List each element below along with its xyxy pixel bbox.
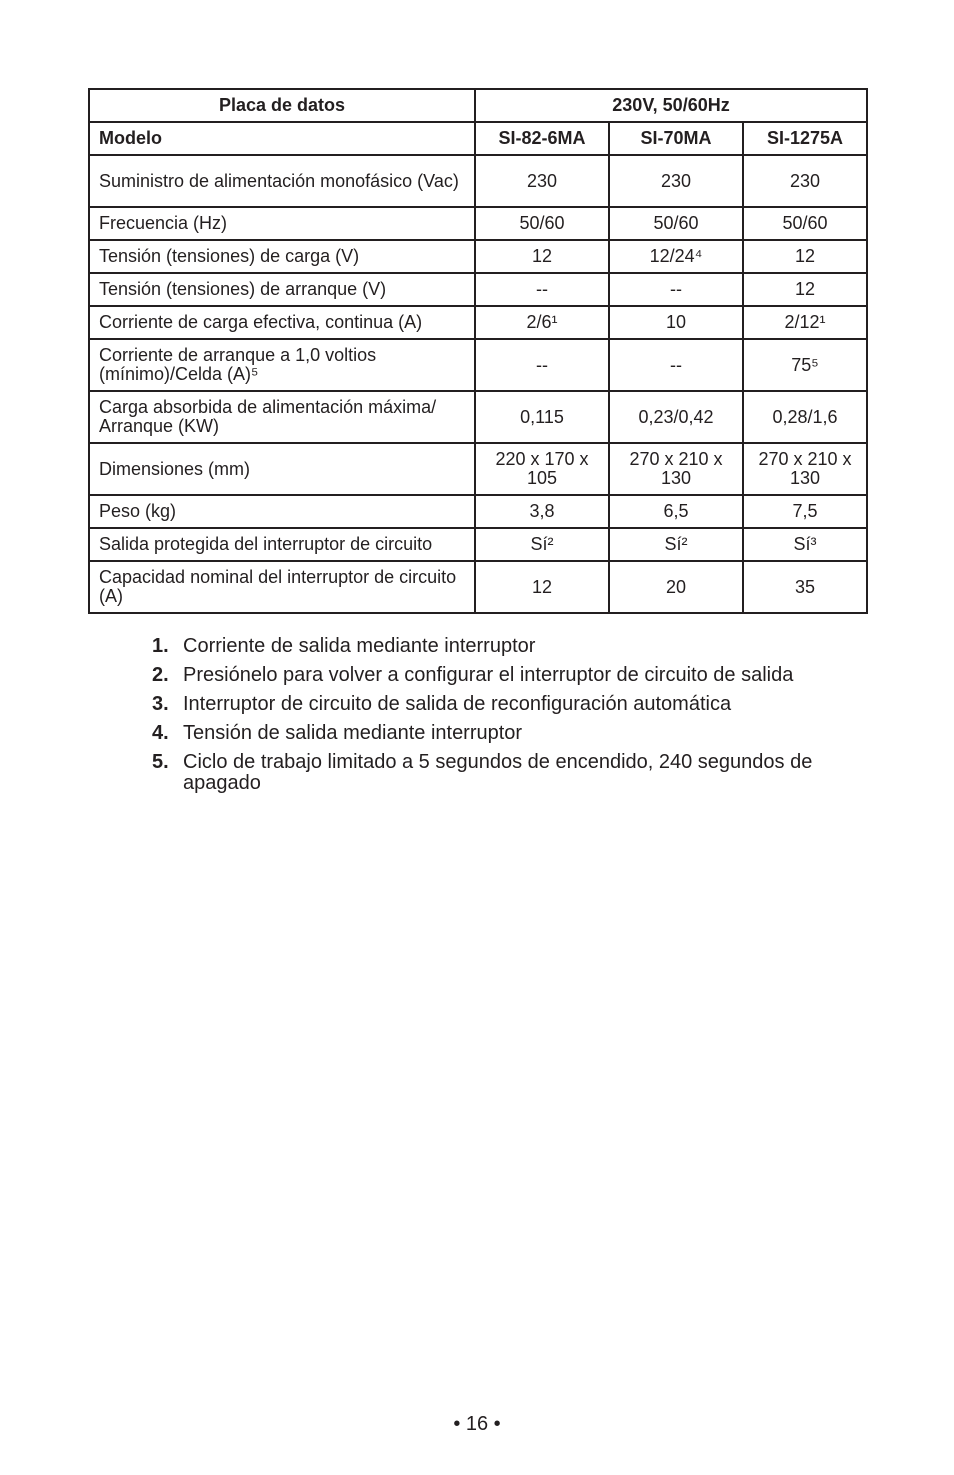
model-name: SI-1275A — [743, 122, 867, 155]
table-row — [89, 273, 867, 306]
cell-value: -- — [475, 339, 609, 391]
footnote-number: 1. — [152, 635, 169, 657]
footnote-number: 3. — [152, 693, 169, 715]
footnote-text: Corriente de salida mediante interruptor — [183, 635, 536, 657]
cell-value: 3,8 — [475, 495, 609, 528]
cell-value: -- — [609, 339, 743, 391]
cell-value: Sí² — [475, 528, 609, 561]
model-name: SI-70MA — [609, 122, 743, 155]
spec-table — [88, 88, 868, 614]
table-row — [89, 495, 867, 528]
footnote-text: Interruptor de circuito de salida de reconfiguración automática — [183, 693, 732, 715]
footnote-number: 4. — [152, 722, 169, 744]
cell-value: Sí³ — [743, 528, 867, 561]
footnote-number: 2. — [152, 664, 169, 686]
cell-value: 35 — [743, 561, 867, 613]
cell-value: -- — [475, 273, 609, 306]
cell-value: 6,5 — [609, 495, 743, 528]
cell-value: 12 — [743, 240, 867, 273]
cell-value: 12/24⁴ — [609, 240, 743, 273]
row-label: Tensión (tensiones) de arranque (V) — [89, 273, 475, 306]
model-name: SI-82-6MA — [475, 122, 609, 155]
footnote-item — [152, 665, 852, 686]
table-row — [89, 339, 867, 391]
cell-value: 75⁵ — [743, 339, 867, 391]
cell-value: 220 x 170 x 105 — [475, 443, 609, 495]
cell-value: 50/60 — [743, 207, 867, 240]
cell-value: 0,28/1,6 — [743, 391, 867, 443]
table-row — [89, 561, 867, 613]
row-label: Peso (kg) — [89, 495, 475, 528]
table-row — [89, 240, 867, 273]
cell-value: 0,115 — [475, 391, 609, 443]
cell-value: 10 — [609, 306, 743, 339]
cell-value: 230 — [609, 155, 743, 207]
cell-value: -- — [609, 273, 743, 306]
cell-value: 20 — [609, 561, 743, 613]
row-label: Carga absorbida de alimentación máxima/ Arranque (KW) — [89, 391, 475, 443]
cell-value: 0,23/0,42 — [609, 391, 743, 443]
footnote-text: Ciclo de trabajo limitado a 5 segundos de encendido, 240 segundos de apagado — [183, 751, 813, 794]
cell-value: 12 — [475, 240, 609, 273]
row-label: Dimensiones (mm) — [89, 443, 475, 495]
model-label: Modelo — [89, 122, 475, 155]
cell-value: 2/6¹ — [475, 306, 609, 339]
row-label: Corriente de arranque a 1,0 voltios (mínimo)/Celda (A)⁵ — [89, 339, 475, 391]
row-label: Tensión (tensiones) de carga (V) — [89, 240, 475, 273]
table-row — [89, 528, 867, 561]
footnote-number: 5. — [152, 751, 169, 773]
footnotes-list — [152, 636, 852, 802]
cell-value: 7,5 — [743, 495, 867, 528]
footnote-text: Tensión de salida mediante interruptor — [183, 722, 523, 744]
cell-value: Sí² — [609, 528, 743, 561]
row-label: Salida protegida del interruptor de circuito — [89, 528, 475, 561]
table-row — [89, 443, 867, 495]
footnote-item — [152, 723, 852, 744]
row-label: Corriente de carga efectiva, continua (A) — [89, 306, 475, 339]
cell-value: 2/12¹ — [743, 306, 867, 339]
row-label: Frecuencia (Hz) — [89, 207, 475, 240]
cell-value: 12 — [475, 561, 609, 613]
cell-value: 270 x 210 x 130 — [609, 443, 743, 495]
cell-value: 270 x 210 x 130 — [743, 443, 867, 495]
cell-value: 50/60 — [475, 207, 609, 240]
footnote-item — [152, 636, 852, 657]
cell-value: 230 — [475, 155, 609, 207]
model-row — [89, 122, 867, 155]
page-number: • 16 • — [453, 1413, 501, 1435]
table-header-row — [89, 89, 867, 122]
table-row — [89, 155, 867, 207]
header-voltage: 230V, 50/60Hz — [475, 89, 867, 122]
table-row — [89, 207, 867, 240]
header-label: Placa de datos — [89, 89, 475, 122]
footnote-item — [152, 752, 852, 794]
footnote-text: Presiónelo para volver a configurar el interruptor de circuito de salida — [183, 664, 794, 686]
cell-value: 12 — [743, 273, 867, 306]
cell-value: 50/60 — [609, 207, 743, 240]
row-label: Capacidad nominal del interruptor de circuito (A) — [89, 561, 475, 613]
footnote-item — [152, 694, 852, 715]
table-row — [89, 391, 867, 443]
row-label: Suministro de alimentación monofásico (Vac) — [89, 155, 475, 207]
cell-value: 230 — [743, 155, 867, 207]
table-row — [89, 306, 867, 339]
